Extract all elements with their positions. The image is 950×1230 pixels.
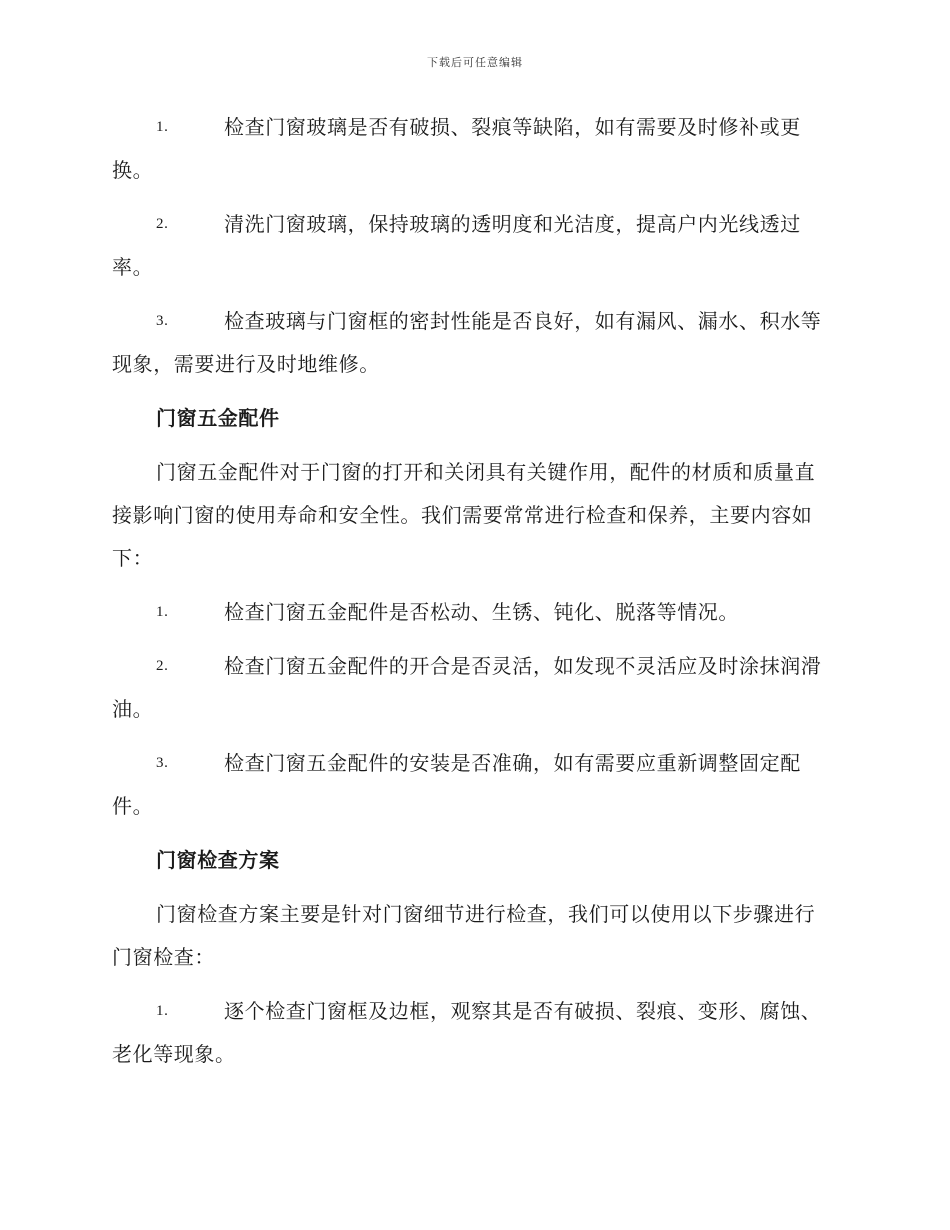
- list-number: 1.: [156, 604, 169, 620]
- list-item: [112, 742, 834, 828]
- list-text: 逐个检查门窗框及边框，观察其是否有破损、裂痕、变形、腐蚀、老化等现象。: [112, 999, 822, 1066]
- page-header: 下载后可任意编辑: [427, 56, 523, 69]
- list-number: 2.: [156, 658, 169, 674]
- list-number: 1.: [156, 1003, 169, 1019]
- list-item: [112, 591, 834, 634]
- section-intro-inspection: 门窗检查方案主要是针对门窗细节进行检查，我们可以使用以下步骤进行门窗检查：: [112, 902, 816, 969]
- list-item: [112, 300, 834, 386]
- list-number: 3.: [156, 755, 169, 771]
- list-number: 3.: [156, 313, 169, 329]
- list-text: 检查玻璃与门窗框的密封性能是否良好，如有漏风、漏水、积水等现象，需要进行及时地维修。: [112, 309, 822, 376]
- list-text: 检查门窗五金配件是否松动、生锈、钝化、脱落等情况。: [224, 600, 739, 624]
- section-intro-hardware: 门窗五金配件对于门窗的打开和关闭具有关键作用，配件的材质和质量直接影响门窗的使用寿命和安全性。我们需要常常进行检查和保养，主要内容如下：: [112, 460, 816, 570]
- section-heading-hardware: 门窗五金配件: [156, 406, 280, 430]
- list-text: 检查门窗玻璃是否有破损、裂痕等缺陷，如有需要及时修补或更换。: [112, 115, 801, 182]
- document-body: [112, 106, 834, 1087]
- list-number: 2.: [156, 216, 169, 232]
- list-item: [112, 203, 834, 289]
- list-number: 1.: [156, 119, 169, 135]
- list-text: 检查门窗五金配件的开合是否灵活，如发现不灵活应及时涂抹润滑油。: [112, 654, 822, 721]
- list-item: [112, 106, 834, 192]
- list-text: 清洗门窗玻璃，保持玻璃的透明度和光洁度，提高户内光线透过率。: [112, 212, 801, 279]
- list-item: [112, 990, 834, 1076]
- list-text: 检查门窗五金配件的安装是否准确，如有需要应重新调整固定配件。: [112, 751, 801, 818]
- list-item: [112, 645, 834, 731]
- section-heading-inspection: 门窗检查方案: [156, 848, 280, 872]
